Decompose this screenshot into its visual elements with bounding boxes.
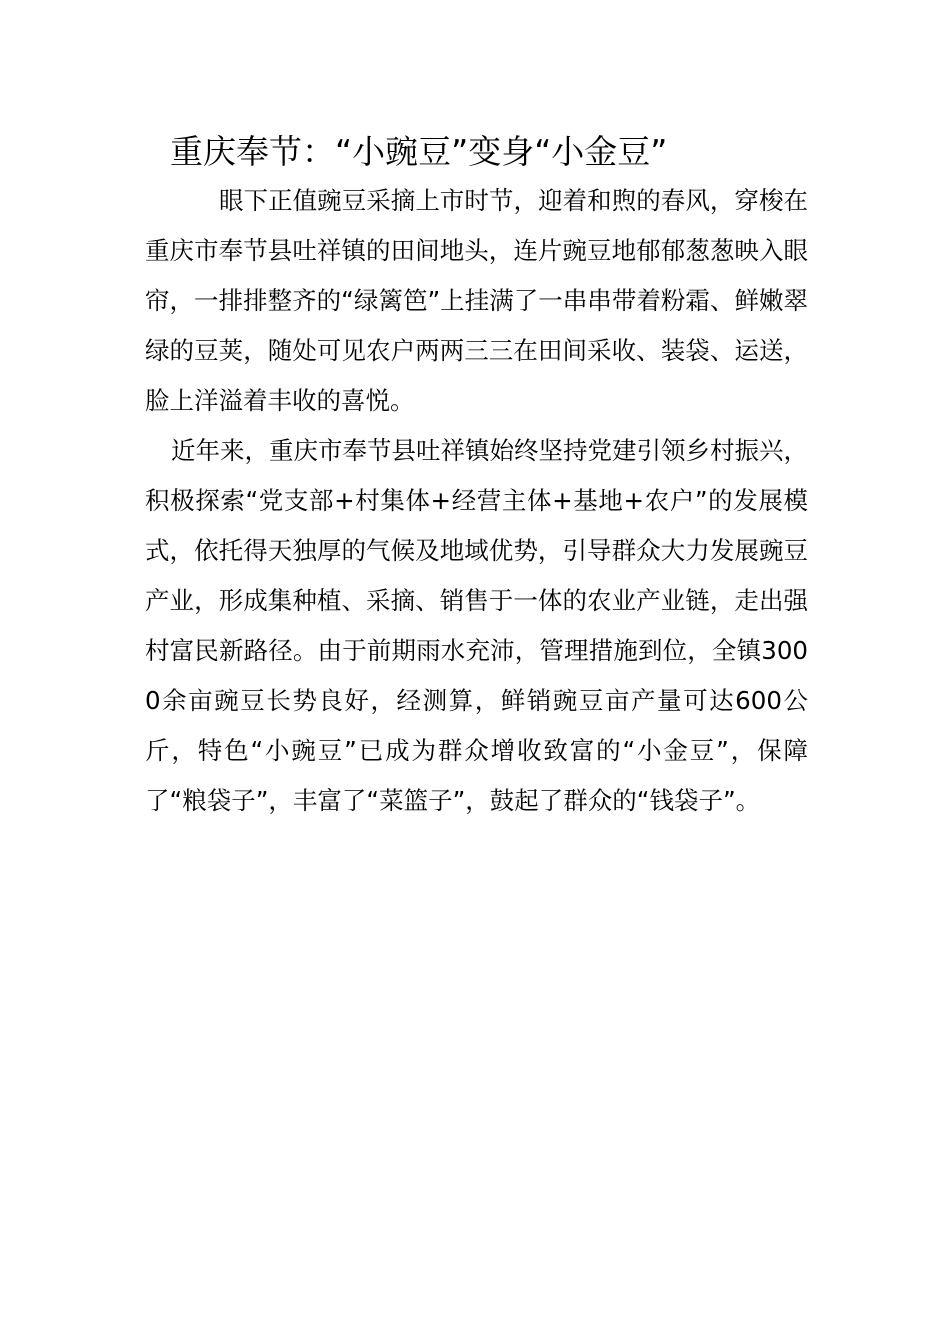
paragraph-2: 近年来，重庆市奉节县吐祥镇始终坚持党建引领乡村振兴，积极探索“党支部+村集体+经营主体+基地+农户”的发展模式，依托得天独厚的气候及地域优势，引导群众大力发展豌豆产业，形成集种植、采摘、销售于一体的农业产业链，走出强村富民新路径。由于前期雨水充沛，管理措施到位，全镇3000余亩豌豆长势良好，经测算，鲜销豌豆亩产量可达600公斤，特色“小豌豆”已成为群众增收致富的“小金豆”，保障了“粮袋子”，丰富了“菜篮子”，鼓起了群众的“钱袋子”。 (145, 436, 808, 815)
paragraph-1: 眼下正值豌豆采摘上市时节，迎着和煦的春风，穿梭在重庆市奉节县吐祥镇的田间地头，连片豌豆地郁郁葱葱映入眼帘，一排排整齐的“绿篱笆”上挂满了一串串带着粉霜、鲜嫩翠绿的豆荚，随处可见农户两两三三在田间采收、装袋、运送，脸上洋溢着丰收的喜悦。 (145, 186, 808, 415)
document-title: 重庆奉节：“小豌豆”变身“小金豆” (170, 132, 668, 171)
